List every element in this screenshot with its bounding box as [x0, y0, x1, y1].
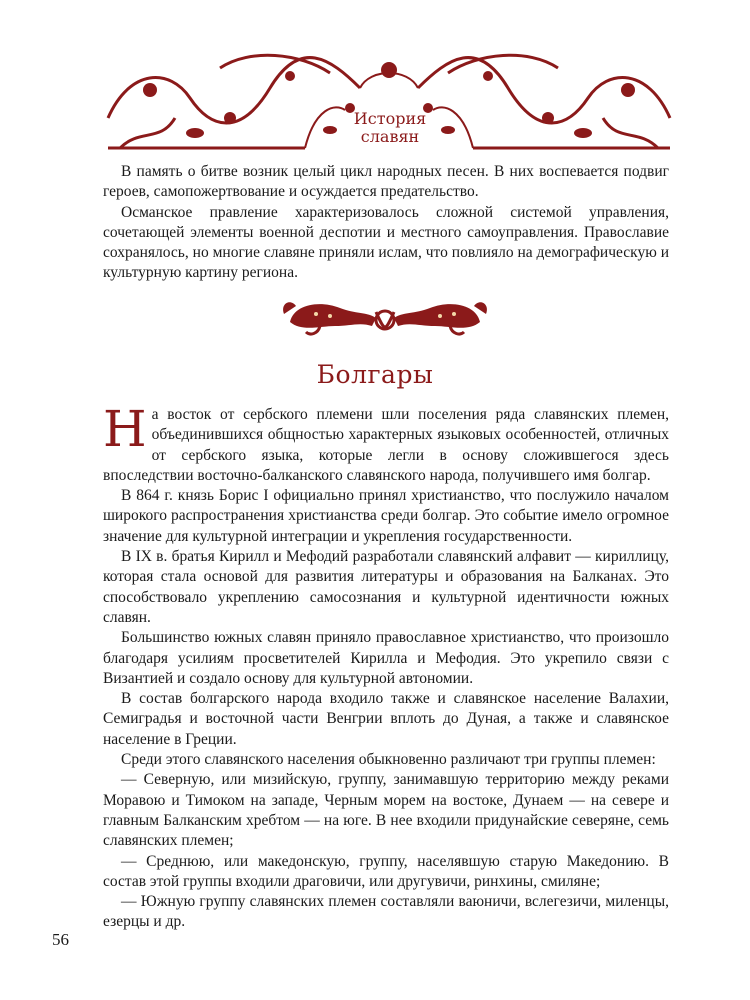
page-number: 56: [52, 930, 69, 949]
running-header-line2: славян: [360, 127, 420, 146]
intro-paragraph: Османское правление характеризовалось сложной системой управления, сочетающей элементы военной деспотии и местного самоуправления. Православие сохранялось, но многие славяне приняли ислам, что повлияло на демографическую и культурную картину региона.: [103, 203, 669, 282]
dragons-knot-icon: [280, 292, 490, 340]
intro-text: [103, 162, 669, 284]
intro-paragraph: В память о битве возник целый цикл народных песен. В них воспевается подвиг героев, самопожертвование и осуждается предательство.: [103, 163, 669, 201]
body-paragraph: В IX в. братья Кирилл и Мефодий разработали славянский алфавит — кириллицу, которая стала основой для развития литературы и образования на Балканах. Это способствовало укреплению самосознания и культурной идентичности южных славян.: [103, 548, 669, 626]
section-body: [103, 400, 669, 933]
body-paragraph: В состав болгарского народа входило также и славянское население Валахии, Семиградья и восточной части Венгрии вплоть до Дуная, а также и славянское население в Греции.: [103, 690, 669, 748]
running-header: [320, 110, 460, 146]
body-paragraph: Среди этого славянского населения обыкновенно различают три группы племен:: [121, 751, 656, 769]
list-paragraph: — Южную группу славянских племен составляли ваюничи, вслегезичи, миленцы, езерцы и др.: [103, 893, 669, 931]
drop-cap: Н: [103, 400, 147, 458]
first-paragraph-text: а восток от сербского племени шли поселения ряда славянских племен, объединившихся общностью характерных языковых особенностей, отличных от сербского языка, которые легли в основу сложившегося здесь впоследствии восточно-балканского славянского народа, получившего имя болгар.: [103, 406, 669, 484]
body-paragraph: Большинство южных славян приняло православное христианство, что произошло благодаря усилиям просветителей Кирилла и Мефодия. Это укрепило связи с Византией и создало основу для культурной автономии.: [103, 629, 669, 687]
running-header-line1: История: [353, 109, 427, 128]
list-paragraph: — Среднюю, или македонскую, группу, населявшую старую Македонию. В состав этой группы входили драговичи, или другувичи, ринхины, смиляне;: [103, 852, 669, 890]
list-paragraph: — Северную, или мизийскую, группу, занимавшую территорию между реками Моравою и Тимоком на западе, Черным морем на востоке, Дунаем — на севере и главным Балканским хребтом — на юге. В нее входили придунайские северяне, семь славянских племен;: [103, 771, 669, 850]
section-title: Болгары: [316, 360, 434, 389]
body-paragraph: В 864 г. князь Борис I официально принял христианство, что послужило началом широкого распространения христианства среди болгар. Это событие имело огромное значение для культурной интеграции и укрепления государственности.: [103, 487, 669, 545]
first-paragraph: [103, 400, 669, 486]
